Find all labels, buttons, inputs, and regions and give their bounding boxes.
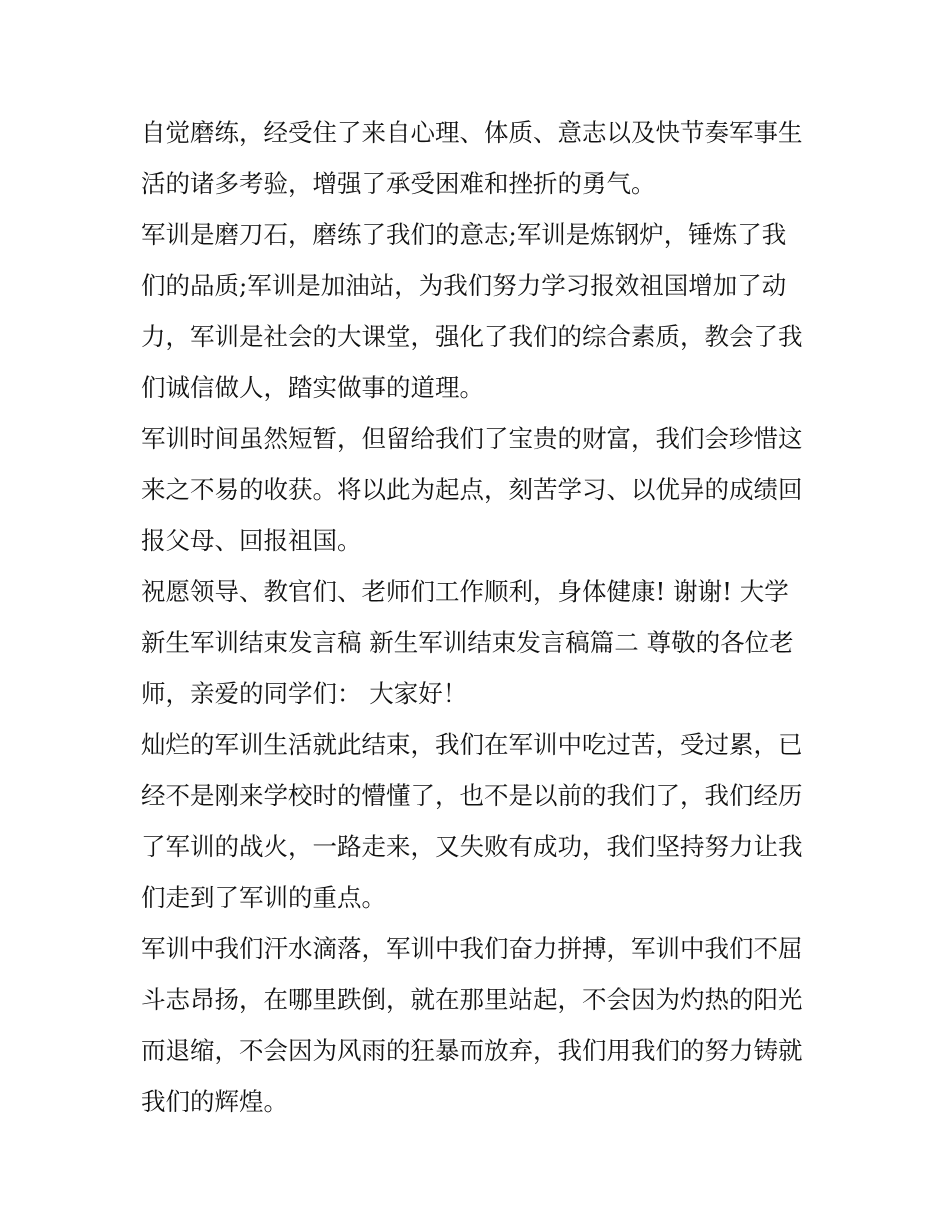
text-line: 了军训的战火，一路走来，又失败有成功，我们坚持努力让我 — [141, 832, 803, 861]
text-line: 军训中我们汗水滴落，军训中我们奋力拼搏，军训中我们不屈 — [141, 934, 803, 963]
text-line: 们的品质;军训是加油站，为我们努力学习报效祖国增加了动 — [141, 271, 787, 300]
text-line: 来之不易的收获。将以此为起点，刻苦学习、以优异的成绩回 — [141, 475, 803, 504]
text-line: 军训是磨刀石，磨练了我们的意志;军训是炼钢炉，锤炼了我 — [141, 220, 787, 249]
text-line: 力，军训是社会的大课堂，强化了我们的综合素质，教会了我 — [141, 322, 803, 351]
text-line: 经不是刚来学校时的懵懂了，也不是以前的我们了，我们经历 — [141, 781, 803, 810]
text-line: 们诚信做人，踏实做事的道理。 — [141, 373, 484, 402]
text-line: 而退缩，不会因为风雨的狂暴而放弃，我们用我们的努力铸就 — [141, 1036, 803, 1065]
text-line: 军训时间虽然短暂，但留给我们了宝贵的财富，我们会珍惜这 — [141, 424, 803, 453]
text-line: 我们的辉煌。 — [141, 1087, 288, 1116]
document-body — [141, 107, 821, 1127]
text-line: 灿烂的军训生活就此结束，我们在军训中吃过苦，受过累，已 — [141, 730, 803, 759]
text-line: 师，亲爱的同学们： 大家好！ — [141, 679, 468, 708]
text-line: 斗志昂扬，在哪里跌倒，就在那里站起，不会因为灼热的阳光 — [141, 985, 803, 1014]
text-line: 新生军训结束发言稿 新生军训结束发言稿篇二 尊敬的各位老 — [141, 628, 794, 657]
text-line: 自觉磨练，经受住了来自心理、体质、意志以及快节奏军事生 — [141, 118, 803, 147]
text-line: 们走到了军训的重点。 — [141, 883, 386, 912]
text-line: 祝愿领导、教官们、老师们工作顺利，身体健康! 谢谢! 大学 — [141, 577, 789, 606]
text-line: 活的诸多考验，增强了承受困难和挫折的勇气。 — [141, 169, 656, 198]
text-line: 报父母、回报祖国。 — [141, 526, 362, 555]
